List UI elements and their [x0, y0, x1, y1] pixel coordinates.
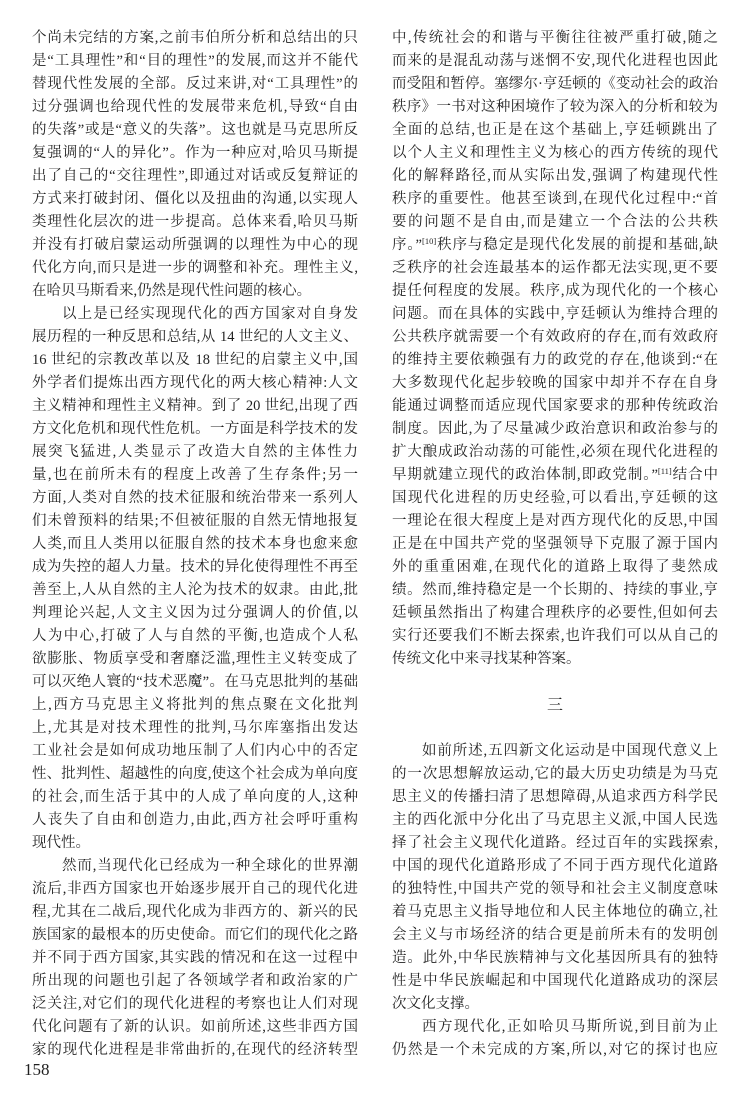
text-line: 外的重重困难,在现代化的道路上取得了斐然成 — [392, 558, 718, 575]
text-line: 人类,而且人类用以征服自然的技术本身也愈来愈 — [32, 535, 358, 552]
text-line: 类理性化层次的进一步提高。总体来看,哈贝马斯 — [32, 213, 358, 230]
text-line: 乏秩序的社会连最基本的运作都无法实现,更不要 — [392, 259, 718, 276]
text-line: 成为失控的超人力量。技术的异化使得理性不再至 — [32, 558, 358, 575]
text-line: 中国的现代化道路形成了不同于西方现代化道路 — [392, 857, 718, 874]
text-line: 大多数现代化起步较晚的国家中却并不存在自身 — [392, 374, 718, 391]
text-line: 实行还要我们不断去探索,也许我们可以从自己的 — [392, 627, 718, 644]
paragraph — [32, 27, 358, 303]
text-line: 传统文化中来寻找某种答案。 — [392, 650, 581, 667]
text-line: 泛关注,对它们的现代化进程的考察也让人们对现 — [32, 995, 358, 1012]
paragraph — [32, 303, 358, 855]
text-line: 族国家的最根本的历史使命。而它们的现代化之路 — [32, 926, 358, 943]
paragraph — [392, 27, 718, 671]
text-line: 善至上,人从自然的主人沦为技术的奴隶。由此,批 — [32, 581, 358, 598]
text-line: 并不同于西方国家,其实践的情况和在这一过程中 — [32, 949, 358, 966]
text-line: 方面,人类对自然的技术征服和统治带来一系列人 — [32, 489, 358, 506]
text-line: 展突飞猛进,人类显示了改造大自然的主体性力 — [32, 443, 358, 460]
text-line: 方式来打破封闭、僵化以及扭曲的沟通,以实现人 — [32, 190, 358, 207]
paragraph — [392, 740, 718, 1016]
text-line: 而受阻和暂停。塞缪尔·亨廷顿的《变动社会的政治 — [392, 75, 718, 92]
text-line: 工业社会是如何成功地压制了人们内心中的否定 — [32, 742, 358, 759]
text-line: 16 世纪的宗教改革以及 18 世纪的启蒙主义中,国 — [32, 351, 358, 368]
text-line: 的社会,而生活于其中的人成了单向度的人,这种 — [32, 788, 358, 805]
text-line: 出了自己的“交往理性”,即通过对话或反复辩证的 — [32, 167, 358, 184]
text-line: 过分强调也给现代性的发展带来危机,导致“自由 — [32, 98, 358, 115]
text-line: 思主义的传播扫清了思想障碍,从追求西方科学民 — [392, 788, 718, 805]
text-line: 的独特性,中国共产党的领导和社会主义制度意味 — [392, 880, 718, 897]
text-line: 主的西化派中分化出了马克思主义派,中国人民选 — [392, 811, 718, 828]
footnote-ref: [10] — [422, 235, 437, 246]
footnote-ref: [11] — [657, 465, 672, 476]
text-line: 家的现代化进程是非常曲折的,在现代的经济转型 — [32, 1041, 358, 1058]
text-line: 的一次思想解放运动,它的最大历史功绩是为马克 — [392, 765, 718, 782]
text-line: 性、批判性、超越性的向度,使这个社会成为单向度 — [32, 765, 358, 782]
paragraph — [392, 1016, 718, 1062]
text-line: 代化问题有了新的认识。如前所述,这些非西方国 — [32, 1018, 358, 1035]
text-line: 代化方向,而只是进一步的调整和补充。理性主义, — [32, 259, 358, 276]
paragraph — [32, 855, 358, 1062]
text-line: 提任何程度的发展。秩序,成为现代化的一个核心 — [392, 282, 718, 299]
text-line: 如前所述,五四新文化运动是中国现代意义上 — [422, 742, 718, 759]
text-line: 人为中心,打破了人与自然的平衡,也造成个人私 — [32, 627, 358, 644]
text-line: 造。此外,中华民族精神与文化基因所具有的独特 — [392, 949, 718, 966]
text-line: 方文化危机和现代性危机。一方面是科学技术的发 — [32, 420, 358, 437]
text-segment: 结合中 — [671, 466, 719, 483]
text-line: 西方现代化,正如哈贝马斯所说,到目前为止 — [422, 1018, 718, 1035]
text-line: 制度。因此,为了尽量减少政治意识和政治参与的 — [392, 420, 718, 437]
text-line: 择了社会主义现代化道路。经过百年的实践探索, — [392, 834, 718, 851]
section-heading-text: 三 — [546, 696, 563, 714]
text-line: 可以灭绝人寰的“技术恶魔”。在马克思批判的基础 — [32, 673, 358, 690]
text-line: 要的问题不是自由,而是建立一个合法的公共秩 — [392, 213, 718, 230]
text-line: 们未曾预料的结果;不但被征服的自然无情地报复 — [32, 512, 358, 529]
text-line: 次文化支撑。 — [392, 995, 479, 1012]
text-line: 上,西方马克思主义将批判的焦点聚在文化批判 — [32, 696, 358, 713]
text-line — [392, 464, 718, 487]
text-segment: 秩序与稳定是现代化发展的前提和基础,缺 — [436, 236, 718, 253]
text-line: 的失落”或是“意义的失落”。这也就是马克思所反 — [32, 121, 358, 138]
text-line: 一理论在很大程度上是对西方现代化的反思,中国 — [392, 512, 718, 529]
text-line: 着马克思主义指导地位和人民主体地位的确立,社 — [392, 903, 718, 920]
text-line: 是“工具理性”和“目的理性”的发展,而这并不能代 — [32, 52, 358, 69]
text-line: 性是中华民族崛起和中国现代化道路成功的深层 — [392, 972, 718, 989]
text-line: 扩大酿成政治动荡的可能性,必须在现代化进程的 — [392, 443, 718, 460]
text-line: 展历程的一种反思和总结,从 14 世纪的人文主义、 — [32, 328, 358, 345]
text-line: 化的解释路径,而从实际出发,强调了构建现代性 — [392, 167, 718, 184]
text-line: 流后,非西方国家也开始逐步展开自己的现代化进 — [32, 880, 358, 897]
text-line: 的维持主要依赖强有力的政党的存在,他谈到:“在 — [392, 351, 718, 368]
text-line: 国现代化进程的历史经验,可以看出,亨廷顿的这 — [392, 489, 718, 506]
text-line: 以上是已经实现现代化的西方国家对自身发 — [62, 305, 358, 322]
text-line: 中,传统社会的和谐与平衡往往被严重打破,随之 — [392, 29, 718, 46]
section-heading — [392, 671, 718, 740]
text-line: 复强调的“人的异化”。作为一种应对,哈贝马斯提 — [32, 144, 358, 161]
text-line: 全面的总结,也正是在这个基础上,亨廷顿跳出了 — [392, 121, 718, 138]
text-line: 欲膨胀、物质享受和奢靡泛滥,理性主义转变成了 — [32, 650, 358, 667]
text-line: 替现代性发展的全部。反过来讲,对“工具理性”的 — [32, 75, 358, 92]
text-line: 量,也在前所未有的程度上改善了生存条件;另一 — [32, 466, 358, 483]
text-line: 秩序》一书对这种困境作了较为深入的分析和较为 — [392, 98, 718, 115]
text-line: 公共秩序就需要一个有效政府的存在,而有效政府 — [392, 328, 718, 345]
text-line: 然而,当现代化已经成为一种全球化的世界潮 — [62, 857, 358, 874]
text-line: 主义精神和理性主义精神。到了 20 世纪,出现了西 — [32, 397, 358, 414]
text-line: 人丧失了自由和创造力,由此,西方社会呼吁重构 — [32, 811, 358, 828]
text-line: 外学者们提炼出西方现代化的两大核心精神:人文 — [32, 374, 358, 391]
page-number: 158 — [24, 1060, 50, 1079]
left-column — [32, 27, 358, 1062]
right-column — [392, 27, 718, 1062]
text-line: 问题。而在具体的实践中,亨廷顿认为维持合理的 — [392, 305, 718, 322]
text-line: 正是在中国共产党的坚强领导下克服了源于国内 — [392, 535, 718, 552]
text-segment: 早期就建立现代的政治体制,即政党制。” — [392, 466, 658, 483]
text-line: 判理论兴起,人文主义因为过分强调人的价值,以 — [32, 604, 358, 621]
text-line: 秩序的重要性。他甚至谈到,在现代化过程中:“首 — [392, 190, 718, 207]
text-line — [392, 234, 718, 257]
text-line: 个尚未完结的方案,之前韦伯所分析和总结出的只 — [32, 29, 358, 46]
text-line: 所出现的问题也引起了各领域学者和政治家的广 — [32, 972, 358, 989]
text-line: 程,尤其在二战后,现代化成为非西方的、新兴的民 — [32, 903, 358, 920]
text-line: 能通过调整而适应现代国家要求的那种传统政治 — [392, 397, 718, 414]
text-line: 上,尤其是对技术理性的批判,马尔库塞指出发达 — [32, 719, 358, 736]
text-segment: 序。” — [392, 236, 422, 253]
text-line: 廷顿虽然指出了构建合理秩序的必要性,但如何去 — [392, 604, 718, 621]
text-line: 而来的是混乱动荡与迷惘不安,现代化进程也因此 — [392, 52, 718, 69]
text-line: 仍然是一个未完成的方案,所以,对它的探讨也应 — [392, 1041, 718, 1058]
text-line: 以个人主义和理性主义为核心的西方传统的现代 — [392, 144, 718, 161]
text-line: 在哈贝马斯看来,仍然是现代性问题的核心。 — [32, 282, 312, 299]
text-line: 并没有打破启蒙运动所强调的以理性为中心的现 — [32, 236, 358, 253]
text-line: 会主义与市场经济的结合更是前所未有的发明创 — [392, 926, 718, 943]
text-line: 绩。然而,维持稳定是一个长期的、持续的事业,亨 — [392, 581, 718, 598]
text-line: 现代性。 — [32, 834, 90, 851]
